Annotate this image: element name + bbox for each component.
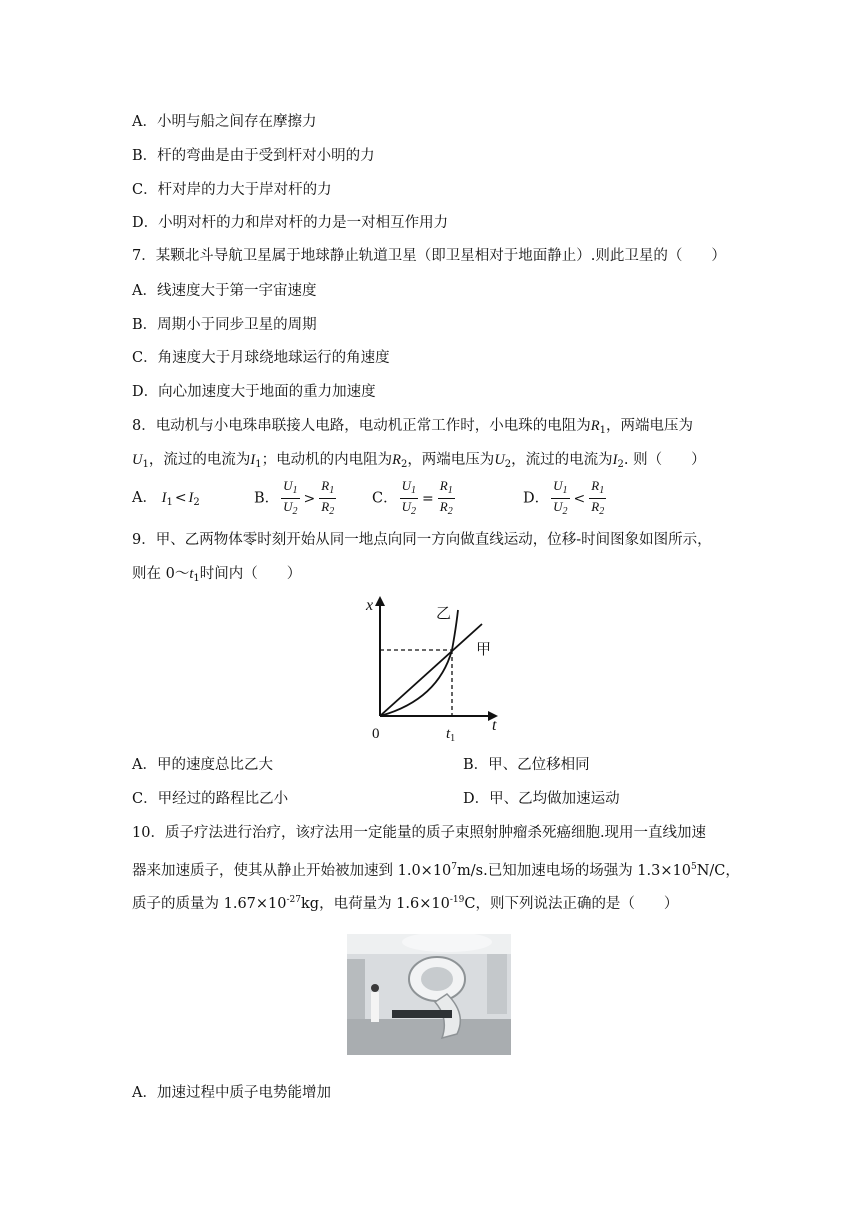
q9-option-c: C．甲经过的路程比乙小 — [132, 791, 289, 807]
q6-option-d: D．小明对杆的力和岸对杆的力是一对相互作用力 — [132, 215, 449, 231]
y-axis-arrow — [375, 596, 385, 606]
q9-option-a: A．甲的速度总比乙大 — [132, 757, 273, 773]
q7-stem: 7．某颗北斗导航卫星属于地球静止轨道卫星（即卫星相对于地面静止）.则此卫星的（ ） — [132, 248, 726, 264]
label-yi: 乙 — [436, 604, 452, 622]
q9-stem-line1: 9．甲、乙两物体零时刻开始从同一地点向同一方向做直线运动，位移-时间图象如图所示， — [132, 532, 712, 548]
q7-option-b: B．周期小于同步卫星的周期 — [132, 317, 317, 333]
q7-option-c: C．角速度大于月球绕地球运行的角速度 — [132, 350, 390, 366]
t1-label: $t_1$ — [446, 726, 456, 742]
x-axis-label: t — [492, 717, 497, 734]
proton-therapy-illustration — [347, 934, 511, 1055]
q8-option-b: B． $\frac{U_1}{U_2}$ > $\frac{R_1}{R_2}$ — [254, 478, 335, 517]
curve-yi — [380, 610, 458, 716]
q10-option-a: A．加速过程中质子电势能增加 — [132, 1085, 331, 1101]
q8-option-a: A． $I_1 < I_2$ — [132, 490, 200, 508]
y-axis-label: x — [366, 597, 374, 614]
q9-option-b: B．甲、乙位移相同 — [463, 757, 590, 773]
label-jia: 甲 — [476, 640, 492, 658]
xt-graph — [360, 590, 510, 742]
q6-option-b: B．杆的弯曲是由于受到杆对小明的力 — [132, 148, 375, 164]
q10-stem-line1: 10．质子疗法进行治疗，该疗法用一定能量的质子束照射肿瘤杀死癌细胞.现用一直线加速 — [132, 825, 707, 841]
q8-stem-line2: $U_1$，流过的电流为$I_1$；电动机的内电阻为$R_2$，两端电压为$U_2$，流过的电流为$I_2$. 则（ ） — [132, 452, 706, 470]
q8-option-d: D． $\frac{U_1}{U_2}$ < $\frac{R_1}{R_2}$ — [523, 478, 605, 517]
q6-option-a: A．小明与船之间存在摩擦力 — [132, 114, 317, 130]
line-jia — [380, 624, 482, 716]
q8-stem-line1: 8．电动机与小电珠串联接人电路，电动机正常工作时，小电珠的电阻为$R_1$，两端电压为 — [132, 418, 693, 436]
origin-label: 0 — [372, 726, 380, 742]
q6-option-c: C．杆对岸的力大于岸对杆的力 — [132, 182, 332, 198]
q8-option-c: C． $\frac{U_1}{U_2}$ = $\frac{R_1}{R_2}$ — [372, 478, 453, 517]
q7-option-a: A．线速度大于第一宇宙速度 — [132, 283, 317, 299]
q10-stem-line2: 器来加速质子，使其从静止开始被加速到 $1.0\times 10^7m/s$.已知加速电场的场强为 $1.3\times 10^5N/C$， — [132, 862, 740, 879]
q10-stem-line3: 质子的质量为 $1.67\times 10^{-27}kg$，电荷量为 $1.6\times 10^{-19}C$，则下列说法正确的是（ ） — [132, 895, 679, 912]
q7-option-d: D．向心加速度大于地面的重力加速度 — [132, 384, 376, 400]
q9-stem-line2: 则在 $0\sim t_1$时间内（ ） — [132, 566, 302, 584]
proton-therapy-photo — [347, 934, 511, 1055]
q9-option-d: D．甲、乙均做加速运动 — [463, 791, 620, 807]
